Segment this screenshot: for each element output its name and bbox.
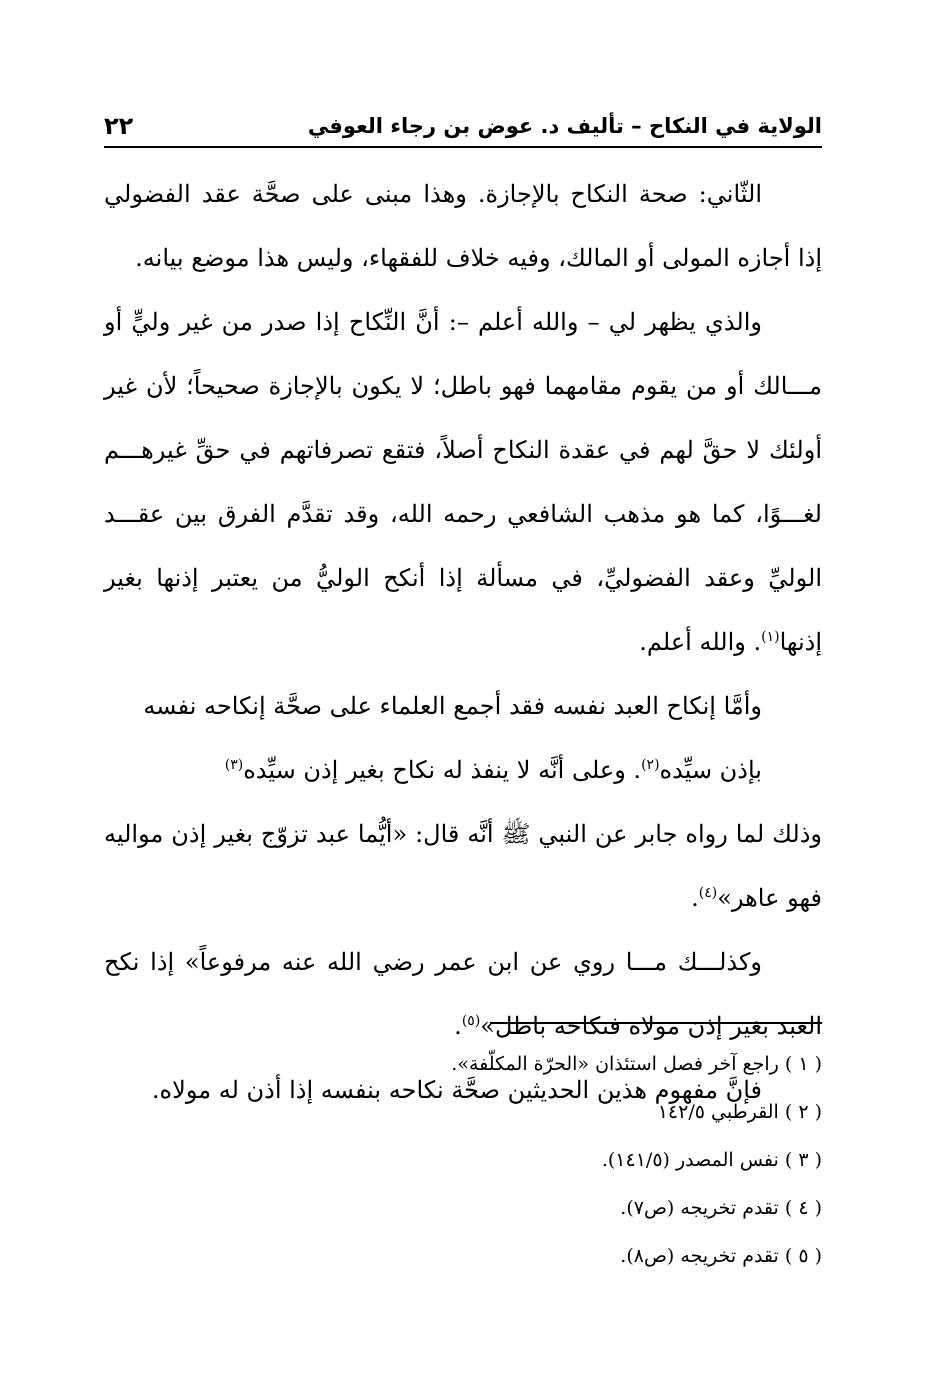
- footnote-2: ( ٢ ) القرطبي ١٤٢/٥: [657, 1101, 822, 1123]
- paragraph-1-text: الثّاني: صحة النكاح بالإجازة. وهذا مبنى على صحَّة عقد الفضولي إذا أجازه المولى أو المالك، وفيه خلاف للفقهاء، وليس هذا موضع بيانه.: [104, 180, 822, 272]
- header-rule: [104, 146, 822, 148]
- paragraph-3-continued: [104, 738, 822, 802]
- paragraph-3-cont-text: بإذن سيِّده: [659, 756, 762, 784]
- header-title: الولاية في النكاح – تأليف د. عوض بن رجاء العوفي: [307, 114, 822, 138]
- paragraph-5-dot: .: [454, 1012, 462, 1040]
- paragraph-4: [104, 802, 822, 930]
- footnote-3: ( ٣ ) نفس المصدر (١٤١/٥).: [601, 1149, 822, 1171]
- footnote-ref-3: (٣): [224, 757, 244, 773]
- footnote-4: ( ٤ ) تقدم تخريجه (ص٧).: [620, 1197, 822, 1219]
- footnote-rule: [490, 1022, 822, 1024]
- paragraph-5: [104, 930, 822, 1058]
- footnote-ref-1: (١): [761, 629, 780, 645]
- main-text: [104, 162, 822, 1122]
- footnote-ref-5: (٥): [461, 1013, 481, 1029]
- paragraph-1: [104, 162, 822, 290]
- paragraph-3: [104, 674, 822, 738]
- footnote-ref-4: (٤): [698, 885, 718, 901]
- footnote-1: ( ١ ) راجع آخر فصل استئذان «الحرّة المكلّفة».: [451, 1053, 822, 1075]
- running-header: [104, 108, 822, 148]
- footnotes: [104, 1040, 822, 1280]
- paragraph-3-text: وأمَّا إنكاح العبد نفسه فقد أجمع العلماء على صحَّة إنكاحه نفسه: [143, 692, 762, 720]
- paragraph-2-text: والذي يظهر لي – والله أعلم –: أنَّ النِّكاح إذا صدر من غير وليٍّ أو مـــالك أو من يقوم مقامهما فهو باطل؛ لا يكون بالإجازة صحيحاً؛ لأن غير أولئك لا حقَّ لهم في عقدة النكاح أصلاً، فتقع تصرفاتهم في حقِّ غيرهـــم لغـــوًا، كما هو مذهب الشافعي رحمه الله، وقد تقدَّم الفرق بين عقـــد الوليِّ وعقد الفضوليِّ، في مسألة إذا أنكح الوليُّ من يعتبر إذنها بغير إذنها: [104, 308, 822, 656]
- paragraph-2-tail: . والله أعلم.: [639, 628, 762, 656]
- paragraph-6-text: فإنَّ مفهوم هذين الحديثين صحَّة نكاحه بنفسه إذا أذن له مولاه.: [151, 1076, 762, 1104]
- paragraph-5-text: وكذلـــك مـــا روي عن ابن عمر رضي الله عنه مرفوعاً» إذا نكح العبد بغير إذن مولاه فنكاحه باطل»: [104, 948, 822, 1040]
- paragraph-4-text: وذلك لما رواه جابر عن النبي ﷺ أنَّه قال: «أيُّما عبد تزوّج بغير إذن مواليه فهو عاهر»: [104, 820, 822, 912]
- paragraph-3-tail: . وعلى أنَّه لا ينفذ له نكاح بغير إذن سيِّده: [243, 756, 642, 784]
- footnote-5: ( ٥ ) تقدم تخريجه (ص٨).: [620, 1245, 822, 1267]
- paragraph-4-dot: .: [691, 884, 699, 912]
- page-number: ٢٢: [104, 112, 134, 140]
- paragraph-2: [104, 290, 822, 674]
- footnote-ref-2: (٢): [641, 757, 660, 773]
